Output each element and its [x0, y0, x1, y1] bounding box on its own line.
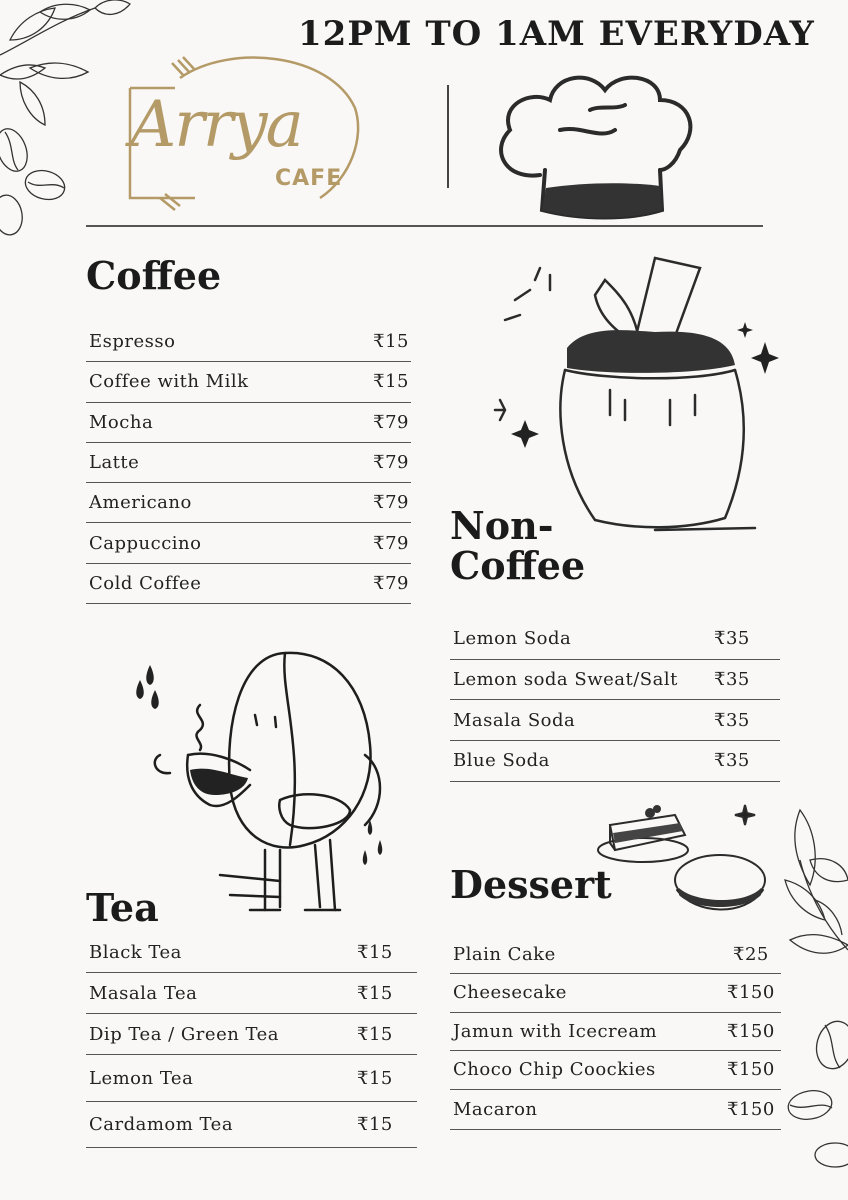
coffee-section-title: Coffee: [86, 253, 222, 298]
item-name: Masala Soda: [453, 709, 576, 731]
non-coffee-title-line1: Non-: [450, 503, 554, 548]
item-name: Cold Coffee: [89, 572, 202, 594]
tea-menu-list: [86, 932, 417, 1148]
tea-section-title: Tea: [86, 885, 159, 930]
dessert-menu-list: [450, 935, 781, 1130]
list-item: [86, 403, 411, 443]
item-price: ₹15: [373, 371, 409, 393]
list-item: [450, 1051, 781, 1090]
coffee-bean-character-illustration: [130, 645, 400, 920]
item-price: ₹150: [727, 1020, 775, 1042]
list-item: [450, 741, 780, 782]
cake-macaron-illustration: [595, 795, 775, 935]
item-price: ₹150: [727, 1059, 775, 1081]
item-name: Lemon Tea: [89, 1067, 194, 1089]
item-name: Americano: [89, 492, 192, 514]
header-vertical-divider: [447, 85, 449, 188]
item-name: Espresso: [89, 331, 176, 353]
item-price: ₹25: [733, 943, 769, 965]
logo-script-text: Arrya: [130, 88, 302, 162]
item-name: Plain Cake: [453, 943, 556, 965]
item-price: ₹15: [373, 331, 409, 353]
item-price: ₹35: [714, 750, 750, 772]
list-item: [450, 660, 780, 701]
list-item: [86, 564, 411, 604]
list-item: [450, 974, 781, 1013]
item-price: ₹15: [357, 1114, 393, 1135]
list-item: [86, 973, 417, 1014]
dessert-section-title: Dessert: [450, 862, 612, 907]
item-name: Black Tea: [89, 941, 182, 963]
item-name: Lemon soda Sweat/Salt: [453, 669, 678, 691]
item-name: Cheesecake: [453, 982, 567, 1004]
item-price: ₹15: [357, 1023, 393, 1045]
item-price: ₹79: [373, 411, 409, 433]
list-item: [450, 1013, 781, 1052]
chef-hat-icon: [490, 70, 700, 220]
item-price: ₹35: [714, 709, 750, 731]
item-price: ₹15: [357, 941, 393, 963]
list-item: [86, 362, 411, 402]
list-item: [450, 935, 781, 974]
item-name: Cardamom Tea: [89, 1114, 234, 1135]
item-name: Cappuccino: [89, 532, 202, 554]
opening-hours: 12PM TO 1AM EVERYDAY: [298, 14, 815, 54]
item-price: ₹15: [357, 982, 393, 1004]
list-item: [450, 1090, 781, 1130]
item-price: ₹150: [727, 1098, 775, 1120]
item-name: Blue Soda: [453, 750, 550, 772]
item-price: ₹15: [357, 1067, 393, 1089]
list-item: [86, 483, 411, 523]
item-name: Dip Tea / Green Tea: [89, 1023, 280, 1045]
item-name: Choco Chip Coockies: [453, 1059, 656, 1081]
item-price: ₹35: [714, 628, 750, 650]
list-item: [86, 443, 411, 483]
item-price: ₹79: [373, 452, 409, 474]
cafe-logo: [100, 48, 370, 218]
list-item: [86, 1055, 417, 1102]
non-coffee-menu-list: [450, 619, 780, 782]
item-price: ₹79: [373, 492, 409, 514]
item-name: Latte: [89, 452, 140, 474]
header-rule: [86, 225, 763, 227]
item-name: Coffee with Milk: [89, 371, 249, 393]
item-name: Jamun with Icecream: [453, 1020, 658, 1042]
item-name: Mocha: [89, 411, 154, 433]
logo-sub-text: CAFE: [275, 166, 343, 191]
item-price: ₹79: [373, 572, 409, 594]
leaf-decoration-bottom-right: [770, 800, 848, 1180]
item-name: Masala Tea: [89, 982, 198, 1004]
iced-drink-illustration: [495, 250, 785, 545]
list-item: [86, 523, 411, 563]
list-item: [86, 1102, 417, 1148]
item-name: Lemon Soda: [453, 628, 572, 650]
list-item: [86, 932, 417, 973]
item-price: ₹79: [373, 532, 409, 554]
item-price: ₹35: [714, 669, 750, 691]
list-item: [86, 1014, 417, 1055]
list-item: [450, 700, 780, 741]
non-coffee-section-title: [450, 503, 586, 588]
coffee-menu-list: [86, 322, 411, 604]
list-item: [450, 619, 780, 660]
item-name: Macaron: [453, 1098, 538, 1120]
non-coffee-title-line2: Coffee: [450, 543, 586, 588]
item-price: ₹150: [727, 982, 775, 1004]
list-item: [86, 322, 411, 362]
